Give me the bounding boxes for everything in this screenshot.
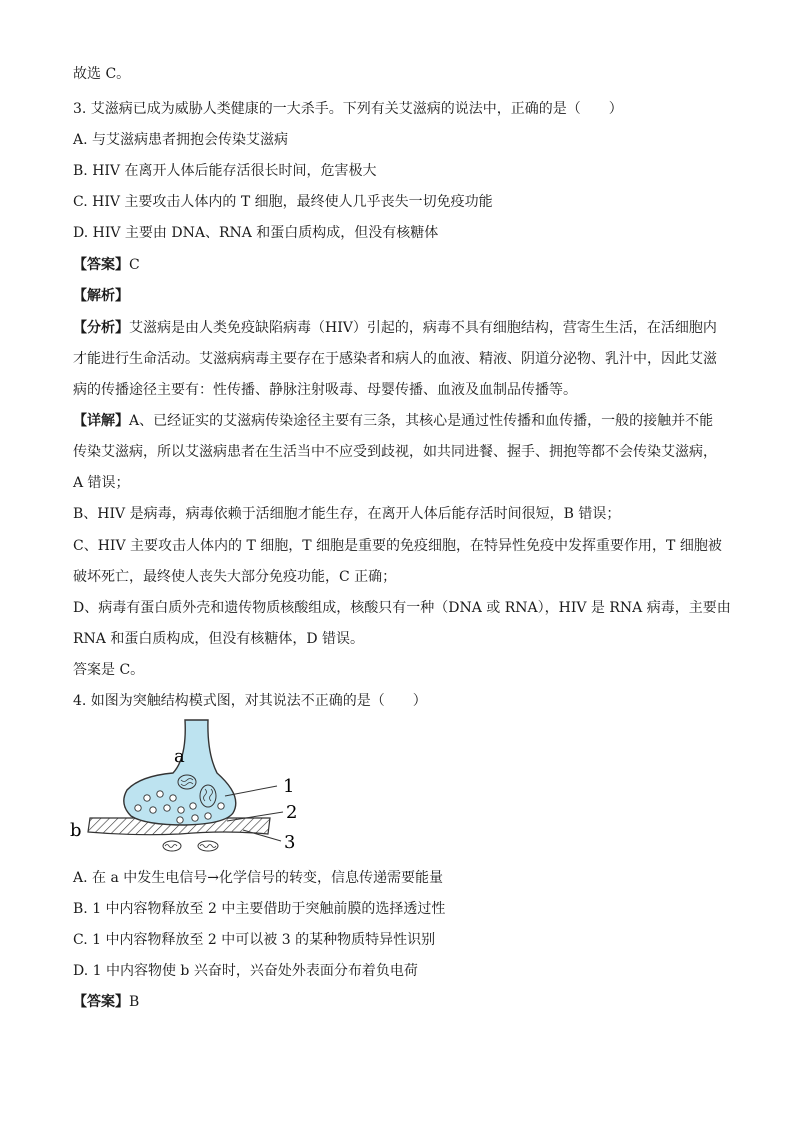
q3-detail-line-6: 破坏死亡，最终使人丧失大部分免疫功能，C 正确；: [73, 569, 397, 585]
q3-detail-text-1: A、已经证实的艾滋病传染途径主要有三条，其核心是通过性传播和血传播，一般的接触并不能: [129, 413, 714, 429]
q3-answer: [73, 255, 140, 275]
q4-answer-tag: 【答案】: [73, 994, 129, 1010]
synapse-diagram: [65, 718, 325, 858]
q3-option-c: C. HIV 主要攻击人体内的 T 细胞，最终使人几乎丧失一切免疫功能: [73, 194, 493, 210]
q3-detail-line-3: A 错误；: [73, 475, 130, 491]
q3-detail-line-8: RNA 和蛋白质构成，但没有核糖体，D 错误。: [73, 631, 365, 647]
q3-conclusion: 答案是 C。: [73, 662, 145, 678]
q4-option-c: C. 1 中内容物释放至 2 中可以被 3 的某种物质特异性识别: [73, 932, 436, 948]
label-1: 1: [283, 776, 295, 797]
q3-answer-value: C: [129, 257, 140, 273]
q3-option-a: A. 与艾滋病患者拥抱会传染艾滋病: [73, 132, 289, 148]
mitochondrion: [200, 785, 216, 807]
mitochondrion: [178, 775, 196, 789]
q3-detail-line-2: 传染艾滋病，所以艾滋病患者在生活当中不应受到歧视，如共同进餐、握手、拥抱等都不会传染艾滋病，: [73, 444, 717, 460]
label-a: a: [174, 746, 185, 767]
q3-option-d: D. HIV 主要由 DNA、RNA 和蛋白质构成，但没有核糖体: [73, 225, 439, 241]
q3-stem: 3. 艾滋病已成为威胁人类健康的一大杀手。下列有关艾滋病的说法中，正确的是（ ）: [73, 101, 623, 117]
q3-analysis-tag: 【分析】: [73, 320, 129, 336]
q3-explain-tag: [73, 286, 129, 306]
q3-analysis-line-2: 才能进行生命活动。艾滋病病毒主要存在于感染者和病人的血液、精液、阴道分泌物、乳汁中，因此艾滋: [73, 351, 717, 367]
q3-detail-line-1: [73, 411, 713, 431]
mitochondrion: [163, 841, 181, 851]
label-b: b: [70, 820, 82, 841]
q4-option-b: B. 1 中内容物释放至 2 中主要借助于突触前膜的选择透过性: [73, 901, 446, 917]
q4-answer: [73, 992, 139, 1012]
q3-answer-tag: 【答案】: [73, 257, 129, 273]
q4-option-a: A. 在 a 中发生电信号→化学信号的转变，信息传递需要能量: [73, 870, 443, 886]
q3-option-b: B. HIV 在离开人体后能存活很长时间，危害极大: [73, 163, 377, 179]
q3-analysis-text-1: 艾滋病是由人类免疫缺陷病毒（HIV）引起的，病毒不具有细胞结构，营寄生生活，在活细胞内: [129, 320, 717, 336]
label-2: 2: [286, 802, 298, 823]
q3-explain-tag-text: 【解析】: [73, 288, 129, 304]
q4-stem: 4. 如图为突触结构模式图，对其说法不正确的是（ ）: [73, 693, 427, 709]
intro-text: 故选 C。: [73, 66, 131, 82]
q3-detail-line-4: B、HIV 是病毒，病毒依赖于活细胞才能生存，在离开人体后能存活时间很短，B 错误；: [73, 506, 621, 522]
q4-answer-value: B: [129, 994, 140, 1010]
q3-analysis-line-3: 病的传播途径主要有：性传播、静脉注射吸毒、母婴传播、血液及血制品传播等。: [73, 382, 577, 398]
q3-detail-line-5: C、HIV 主要攻击人体内的 T 细胞，T 细胞是重要的免疫细胞，在特异性免疫中发挥重要作用，T 细胞被: [73, 538, 722, 554]
q4-option-d: D. 1 中内容物使 b 兴奋时，兴奋处外表面分布着负电荷: [73, 963, 418, 979]
q3-detail-tag: 【详解】: [73, 413, 129, 429]
q3-analysis-line-1: [73, 318, 717, 338]
label-3: 3: [284, 832, 296, 853]
q3-detail-line-7: D、病毒有蛋白质外壳和遗传物质核酸组成，核酸只有一种（DNA 或 RNA），HIV 是 RNA 病毒，主要由: [73, 600, 731, 616]
